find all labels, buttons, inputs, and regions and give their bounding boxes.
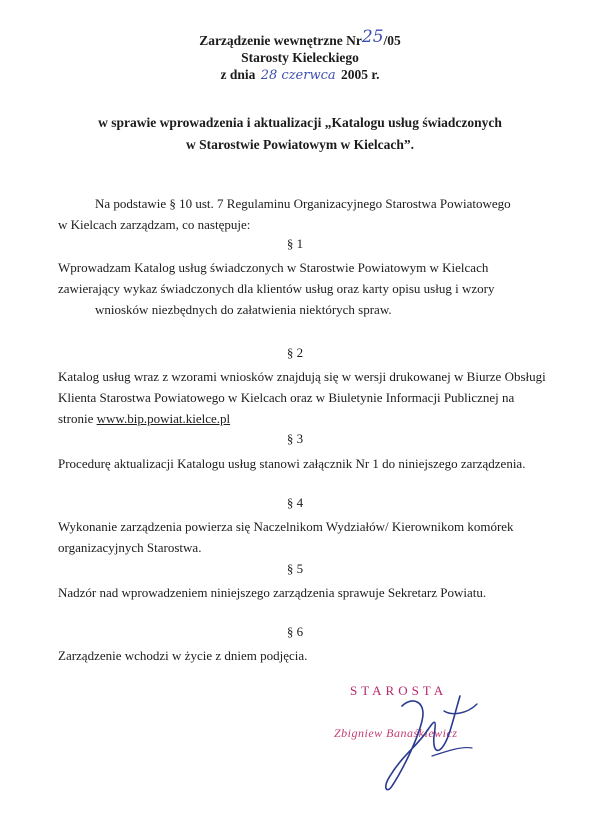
- section-1-line: Wprowadzam Katalog usług świadczonych w Starostwie Powiatowym w Kielcach: [58, 260, 489, 275]
- header-title-line: [0, 27, 600, 49]
- handwritten-date: 28 czerwca: [260, 68, 336, 83]
- section-3-sign: § 3: [286, 431, 304, 446]
- document-subject: [0, 112, 600, 156]
- intro-line-2: w Kielcach zarządzam, co następuje:: [58, 217, 251, 232]
- handwritten-number: 25: [361, 27, 384, 47]
- section-4-line: organizacyjnych Starostwa.: [58, 540, 202, 555]
- date-prefix: z dnia: [220, 67, 256, 82]
- section-6-line: Zarządzenie wchodzi w życie z dniem podjęcia.: [58, 648, 308, 663]
- section-1-line: wniosków niezbędnych do załatwienia niektórych spraw.: [95, 302, 392, 317]
- section-3-text: [58, 453, 528, 474]
- section-2-prefix: stronie: [58, 411, 97, 426]
- header-issuer: Starosty Kieleckiego: [241, 50, 359, 65]
- intro-paragraph: [95, 193, 565, 214]
- section-5-sign: § 5: [286, 561, 304, 576]
- title-suffix: /05: [383, 33, 401, 48]
- title-prefix: Zarządzenie wewnętrzne Nr: [199, 33, 362, 48]
- section-4-text: [58, 516, 528, 558]
- section-2-sign: § 2: [286, 345, 304, 360]
- header-date-line: [0, 66, 600, 84]
- section-6-sign: § 6: [286, 624, 304, 639]
- stamp-name: Zbigniew Banaśkiewicz: [334, 726, 458, 740]
- bip-website-link[interactable]: www.bip.powiat.kielce.pl: [96, 411, 231, 426]
- stamp-title: STAROSTA: [350, 683, 448, 698]
- section-6-text: [58, 645, 528, 666]
- intro-line-1: Na podstawie § 10 ust. 7 Regulaminu Organizacyjnego Starostwa Powiatowego: [95, 196, 511, 211]
- intro-paragraph-cont: [58, 214, 528, 235]
- section-4-sign: § 4: [286, 495, 304, 510]
- section-2-line: Katalog usług wraz z wzorami wniosków znajdują się w wersji drukowanej w Biurze Obsługi: [58, 369, 546, 384]
- section-1-text: [58, 257, 528, 320]
- section-2-last-line: [58, 408, 528, 429]
- subject-line-2: w Starostwie Powiatowym w Kielcach”.: [185, 137, 415, 152]
- section-1-sign: § 1: [286, 236, 304, 251]
- section-3-line: Procedurę aktualizacji Katalogu usług stanowi załącznik Nr 1 do niniejszego zarządzenia.: [58, 456, 526, 471]
- section-5-text: [58, 582, 528, 603]
- handwritten-signature: [372, 676, 492, 796]
- section-1-line: zawierający wykaz świadczonych dla klientów usług oraz karty opisu usług i wzory: [58, 281, 495, 296]
- document-header: [0, 27, 600, 84]
- section-2-text: [58, 366, 546, 429]
- section-4-line: Wykonanie zarządzenia powierza się Naczelnikom Wydziałów/ Kierownikom komórek: [58, 519, 514, 534]
- date-suffix: 2005 r.: [341, 67, 380, 82]
- subject-line-1: w sprawie wprowadzenia i aktualizacji „Katalogu usług świadczonych: [98, 115, 502, 130]
- section-5-line: Nadzór nad wprowadzeniem niniejszego zarządzenia sprawuje Sekretarz Powiatu.: [58, 585, 487, 600]
- section-2-line: Klienta Starostwa Powiatowego w Kielcach oraz w Biuletynie Informacji Publicznej na: [58, 390, 515, 405]
